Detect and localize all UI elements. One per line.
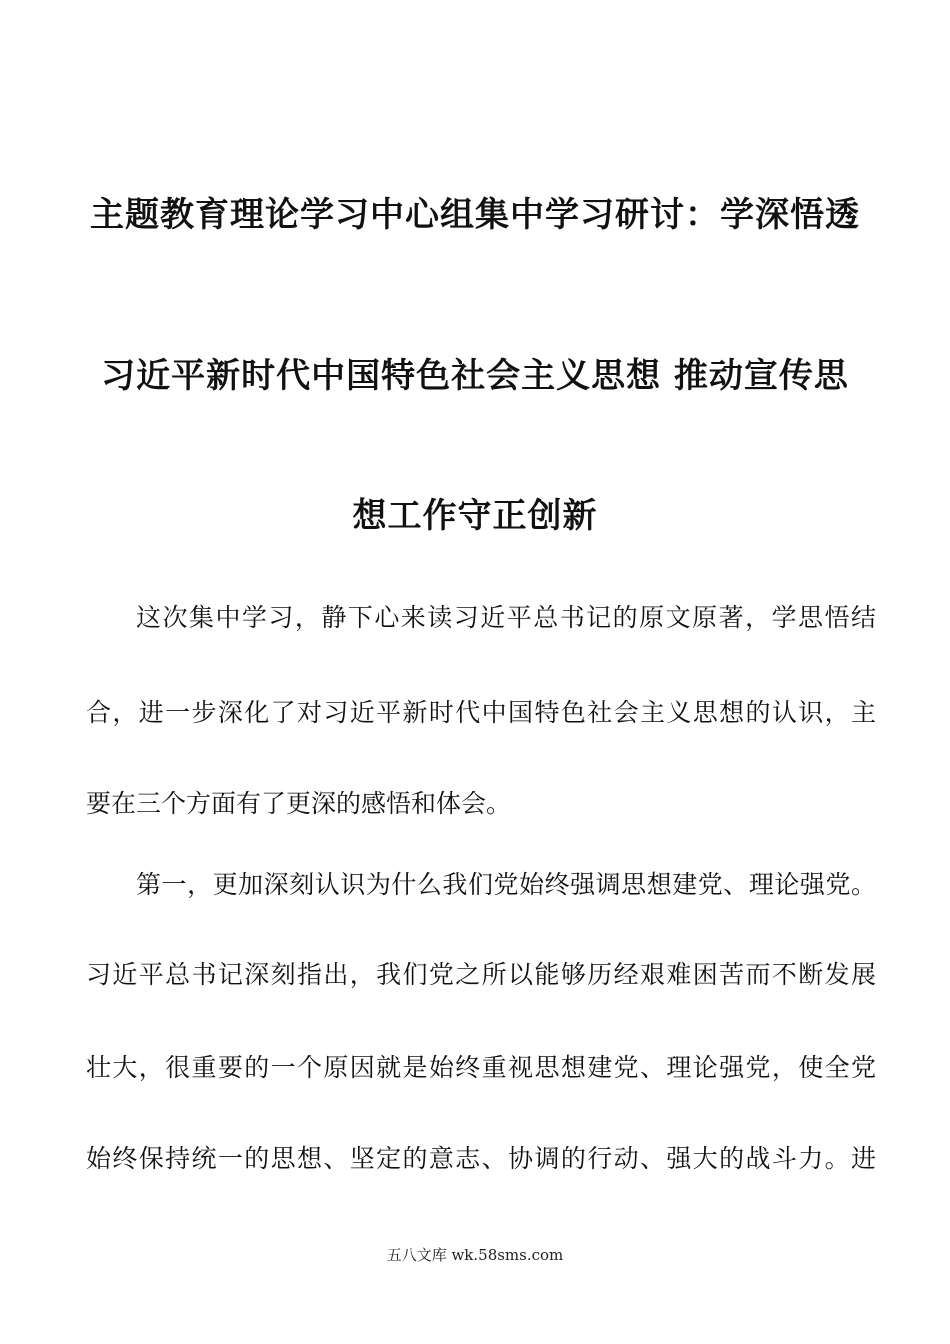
document-title-line-2: 习近平新时代中国特色社会主义思想 推动宣传思 xyxy=(101,356,849,396)
paragraph-1-line-2: 合，进一步深化了对习近平新时代中国特色社会主义思想的认识，主 xyxy=(86,698,876,727)
paragraph-1-line-3: 要在三个方面有了更深的感悟和体会。 xyxy=(86,789,512,818)
paragraph-2-line-2: 习近平总书记深刻指出，我们党之所以能够历经艰难困苦而不断发展 xyxy=(86,960,876,989)
paragraph-2-line-3: 壮大，很重要的一个原因就是始终重视思想建党、理论强党，使全党 xyxy=(86,1053,876,1082)
document-title-line-1: 主题教育理论学习中心组集中学习研讨：学深悟透 xyxy=(90,195,860,235)
paragraph-2-line-1: 第一，更加深刻认识为什么我们党始终强调思想建党、理论强党。 xyxy=(136,870,876,899)
document-title-line-3: 想工作守正创新 xyxy=(352,496,598,536)
footer-watermark-text: 五八文库 wk.58sms.com xyxy=(386,1246,564,1264)
paragraph-2-line-4: 始终保持统一的思想、坚定的意志、协调的行动、强大的战斗力。进 xyxy=(86,1144,876,1173)
paragraph-1-line-1: 这次集中学习，静下心来读习近平总书记的原文原著，学思悟结 xyxy=(136,603,876,632)
